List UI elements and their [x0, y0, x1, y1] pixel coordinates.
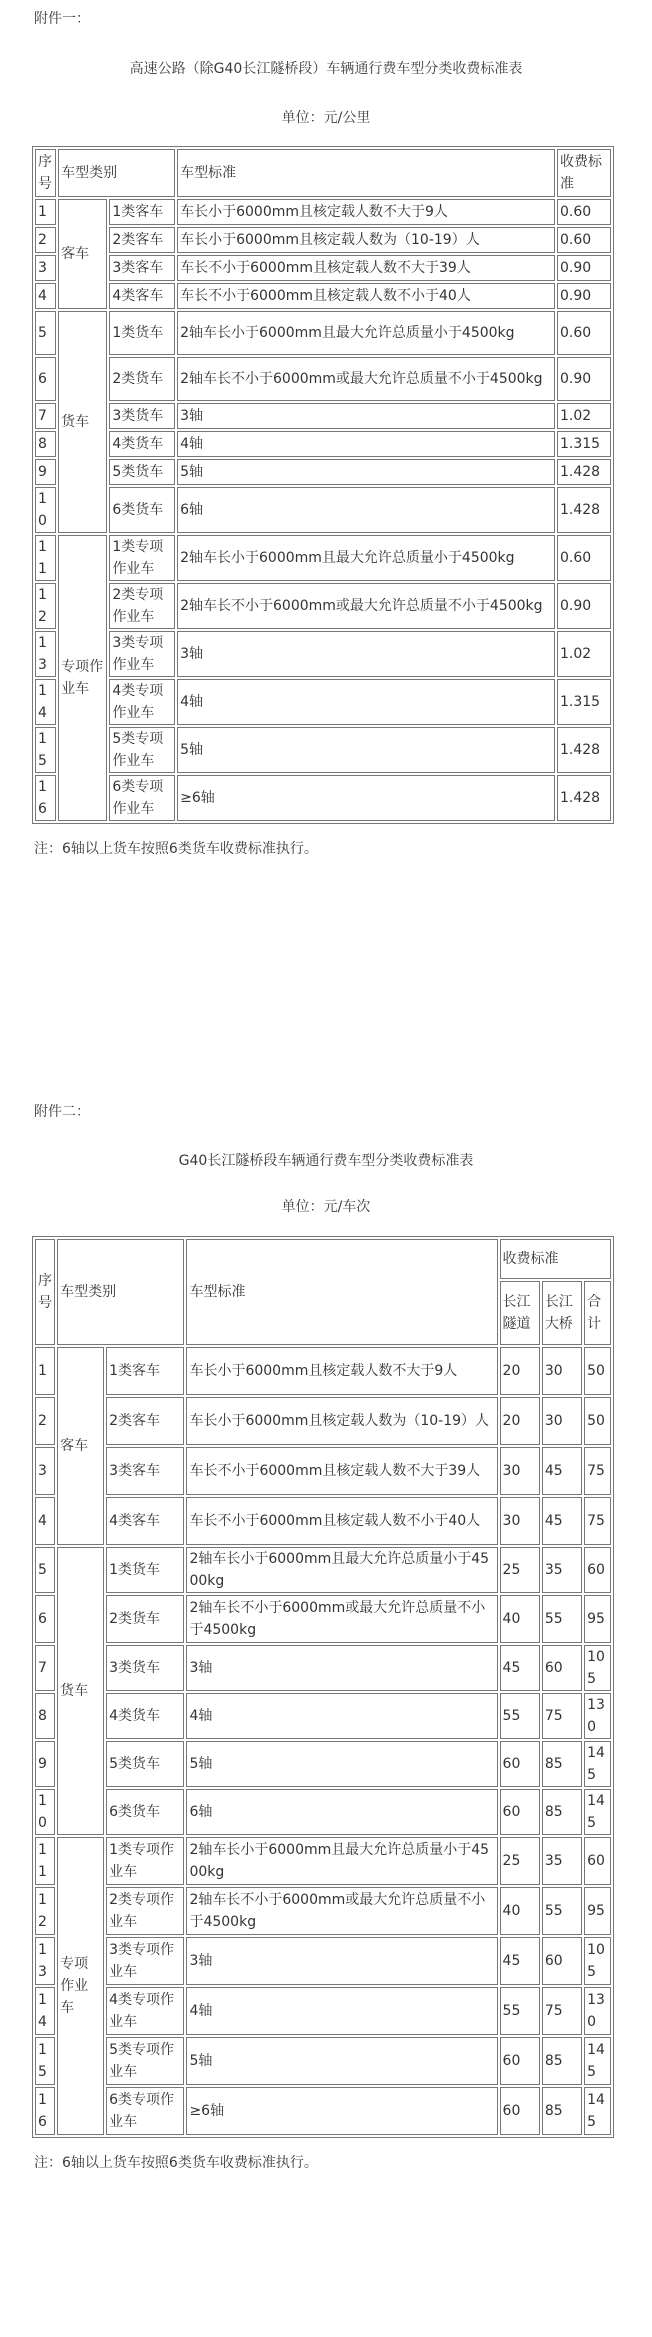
- row-tunnel: 60: [500, 2037, 540, 2085]
- row-fee: 1.315: [557, 679, 611, 725]
- row-standard: 5轴: [186, 2037, 497, 2085]
- group-special: 专项作业车: [57, 1837, 104, 2135]
- row-standard: 2轴车长小于6000mm且最大允许总质量小于4500kg: [177, 535, 555, 581]
- table-row: [35, 775, 611, 821]
- header-fee: 收费标准: [500, 1239, 611, 1279]
- row-type: 5类货车: [109, 459, 175, 485]
- row-standard: 6轴: [186, 1789, 497, 1835]
- row-total: 105: [584, 1645, 611, 1691]
- table-row: [35, 1937, 611, 1985]
- row-no: 5: [35, 1547, 55, 1593]
- table-row: [35, 2087, 611, 2135]
- header-standard: 车型标准: [177, 149, 555, 197]
- group-truck: 货车: [58, 311, 107, 533]
- row-tunnel: 40: [500, 1595, 540, 1643]
- row-total: 50: [584, 1347, 611, 1395]
- row-standard: 车长小于6000mm且核定载人数不大于9人: [186, 1347, 497, 1395]
- row-type: 4类客车: [106, 1497, 184, 1545]
- row-no: 14: [35, 679, 56, 725]
- row-standard: 车长不小于6000mm且核定载人数不小于40人: [177, 283, 555, 309]
- row-bridge: 55: [542, 1595, 582, 1643]
- row-fee: 1.315: [557, 431, 611, 457]
- row-total: 75: [584, 1497, 611, 1545]
- table-row: [35, 679, 611, 725]
- table-row: [35, 1595, 611, 1643]
- row-standard: 车长小于6000mm且核定载人数为（10-19）人: [177, 227, 555, 253]
- table-row: [35, 1741, 611, 1787]
- row-no: 15: [35, 727, 56, 773]
- row-fee: 0.90: [557, 255, 611, 281]
- row-bridge: 60: [542, 1937, 582, 1985]
- row-bridge: 30: [542, 1397, 582, 1445]
- row-no: 2: [35, 1397, 55, 1445]
- row-type: 4类客车: [109, 283, 175, 309]
- row-standard: 4轴: [186, 1693, 497, 1739]
- header-bridge: 长江大桥: [542, 1281, 582, 1345]
- row-type: 1类客车: [109, 199, 175, 225]
- group-passenger: 客车: [58, 199, 107, 309]
- row-standard: 2轴车长不小于6000mm或最大允许总质量不小于4500kg: [186, 1595, 497, 1643]
- row-no: 10: [35, 1789, 55, 1835]
- row-type: 6类货车: [109, 487, 175, 533]
- annex1-unit: 单位：元/公里: [281, 110, 371, 126]
- row-bridge: 85: [542, 1741, 582, 1787]
- row-no: 5: [35, 311, 56, 355]
- table-row: [35, 1789, 611, 1835]
- table-row: [35, 631, 611, 677]
- annex2-table: [32, 1236, 614, 2138]
- table-row: [35, 1693, 611, 1739]
- row-standard: 车长不小于6000mm且核定载人数不大于39人: [177, 255, 555, 281]
- annex2-table-body: [35, 1239, 611, 2135]
- row-standard: 5轴: [186, 1741, 497, 1787]
- row-bridge: 75: [542, 1693, 582, 1739]
- table-row: [35, 357, 611, 401]
- row-total: 60: [584, 1837, 611, 1885]
- annex2-label: 附件二：: [34, 1104, 90, 1120]
- row-standard: 6轴: [177, 487, 555, 533]
- table-row: [35, 403, 611, 429]
- row-type: 3类货车: [109, 403, 175, 429]
- row-tunnel: 30: [500, 1447, 540, 1495]
- row-type: 2类专项作业车: [109, 583, 175, 629]
- row-total: 95: [584, 1595, 611, 1643]
- header-tunnel: 长江隧道: [500, 1281, 540, 1345]
- annex1-note: 注：6轴以上货车按照6类货车收费标准执行。: [34, 841, 318, 857]
- row-no: 3: [35, 255, 56, 281]
- row-no: 11: [35, 535, 56, 581]
- header-fee: 收费标准: [557, 149, 611, 197]
- row-bridge: 35: [542, 1837, 582, 1885]
- table-row: [35, 583, 611, 629]
- annex1-table: [32, 146, 614, 824]
- table-row: [35, 727, 611, 773]
- row-no: 13: [35, 631, 56, 677]
- row-type: 1类货车: [106, 1547, 184, 1593]
- row-fee: 1.428: [557, 775, 611, 821]
- table-row: [35, 227, 611, 253]
- table-row: [35, 1547, 611, 1593]
- row-tunnel: 45: [500, 1937, 540, 1985]
- row-total: 60: [584, 1547, 611, 1593]
- table-row: [35, 1497, 611, 1545]
- row-standard: 4轴: [177, 679, 555, 725]
- row-standard: ≥6轴: [186, 2087, 497, 2135]
- row-bridge: 45: [542, 1497, 582, 1545]
- row-tunnel: 20: [500, 1397, 540, 1445]
- table-row: [35, 1987, 611, 2035]
- row-type: 4类专项作业车: [106, 1987, 184, 2035]
- row-tunnel: 55: [500, 1693, 540, 1739]
- row-standard: 3轴: [177, 631, 555, 677]
- row-no: 1: [35, 199, 56, 225]
- row-total: 95: [584, 1887, 611, 1935]
- row-bridge: 55: [542, 1887, 582, 1935]
- row-standard: 5轴: [177, 459, 555, 485]
- row-no: 12: [35, 583, 56, 629]
- row-type: 1类专项作业车: [109, 535, 175, 581]
- annex2-header-row-1: [35, 1239, 611, 1279]
- table-row: [35, 199, 611, 225]
- row-fee: 0.60: [557, 199, 611, 225]
- row-tunnel: 25: [500, 1837, 540, 1885]
- row-fee: 1.428: [557, 459, 611, 485]
- header-no: 序号: [35, 149, 56, 197]
- row-type: 3类专项作业车: [109, 631, 175, 677]
- row-tunnel: 45: [500, 1645, 540, 1691]
- row-standard: 2轴车长小于6000mm且最大允许总质量小于4500kg: [186, 1547, 497, 1593]
- row-total: 75: [584, 1447, 611, 1495]
- row-tunnel: 40: [500, 1887, 540, 1935]
- row-bridge: 85: [542, 2087, 582, 2135]
- group-special: 专项作业车: [58, 535, 107, 821]
- group-truck: 货车: [57, 1547, 104, 1835]
- table-row: [35, 1347, 611, 1395]
- table-row: [35, 459, 611, 485]
- row-no: 2: [35, 227, 56, 253]
- row-total: 130: [584, 1987, 611, 2035]
- row-fee: 0.90: [557, 583, 611, 629]
- table-row: [35, 1887, 611, 1935]
- row-standard: 车长不小于6000mm且核定载人数不大于39人: [186, 1447, 497, 1495]
- header-category: 车型类别: [58, 149, 175, 197]
- row-no: 4: [35, 1497, 55, 1545]
- annex1-title: 高速公路（除G40长江隧桥段）车辆通行费车型分类收费标准表: [129, 61, 523, 77]
- row-standard: 车长小于6000mm且核定载人数为（10-19）人: [186, 1397, 497, 1445]
- row-standard: 2轴车长不小于6000mm或最大允许总质量不小于4500kg: [177, 357, 555, 401]
- row-fee: 0.90: [557, 357, 611, 401]
- row-tunnel: 25: [500, 1547, 540, 1593]
- row-standard: 3轴: [186, 1937, 497, 1985]
- row-type: 2类客车: [106, 1397, 184, 1445]
- row-bridge: 60: [542, 1645, 582, 1691]
- row-tunnel: 60: [500, 2087, 540, 2135]
- row-no: 8: [35, 431, 56, 457]
- row-type: 3类客车: [106, 1447, 184, 1495]
- row-type: 2类专项作业车: [106, 1887, 184, 1935]
- row-fee: 1.02: [557, 403, 611, 429]
- header-category: 车型类别: [57, 1239, 184, 1345]
- row-bridge: 30: [542, 1347, 582, 1395]
- annex2-note: 注：6轴以上货车按照6类货车收费标准执行。: [34, 2155, 318, 2171]
- header-total: 合计: [584, 1281, 611, 1345]
- row-no: 15: [35, 2037, 55, 2085]
- row-tunnel: 55: [500, 1987, 540, 2035]
- annex1-table-body: [35, 149, 611, 821]
- row-no: 7: [35, 1645, 55, 1691]
- row-no: 3: [35, 1447, 55, 1495]
- row-type: 4类货车: [109, 431, 175, 457]
- row-no: 6: [35, 357, 56, 401]
- row-type: 5类专项作业车: [106, 2037, 184, 2085]
- row-no: 16: [35, 775, 56, 821]
- row-total: 130: [584, 1693, 611, 1739]
- row-type: 6类专项作业车: [109, 775, 175, 821]
- row-standard: 2轴车长不小于6000mm或最大允许总质量不小于4500kg: [186, 1887, 497, 1935]
- row-fee: 1.428: [557, 487, 611, 533]
- annex1-label: 附件一：: [34, 11, 90, 27]
- group-passenger: 客车: [57, 1347, 104, 1545]
- row-total: 105: [584, 1937, 611, 1985]
- row-type: 6类货车: [106, 1789, 184, 1835]
- table-row: [35, 1447, 611, 1495]
- row-fee: 1.02: [557, 631, 611, 677]
- row-type: 3类专项作业车: [106, 1937, 184, 1985]
- row-total: 145: [584, 2087, 611, 2135]
- header-standard: 车型标准: [186, 1239, 497, 1345]
- row-type: 5类专项作业车: [109, 727, 175, 773]
- row-no: 16: [35, 2087, 55, 2135]
- row-total: 50: [584, 1397, 611, 1445]
- row-no: 6: [35, 1595, 55, 1643]
- table-row: [35, 311, 611, 355]
- row-type: 1类专项作业车: [106, 1837, 184, 1885]
- row-standard: 车长小于6000mm且核定载人数不大于9人: [177, 199, 555, 225]
- table-row: [35, 1837, 611, 1885]
- table-row: [35, 1645, 611, 1691]
- row-no: 13: [35, 1937, 55, 1985]
- table-row: [35, 431, 611, 457]
- row-no: 4: [35, 283, 56, 309]
- row-type: 3类客车: [109, 255, 175, 281]
- row-type: 2类客车: [109, 227, 175, 253]
- row-no: 8: [35, 1693, 55, 1739]
- row-no: 1: [35, 1347, 55, 1395]
- annex1-header-row: [35, 149, 611, 197]
- row-no: 10: [35, 487, 56, 533]
- table-row: [35, 2037, 611, 2085]
- table-row: [35, 1397, 611, 1445]
- row-standard: 3轴: [177, 403, 555, 429]
- table-row: [35, 487, 611, 533]
- annex2-title: G40长江隧桥段车辆通行费车型分类收费标准表: [178, 1153, 474, 1169]
- row-type: 6类专项作业车: [106, 2087, 184, 2135]
- row-standard: 2轴车长小于6000mm且最大允许总质量小于4500kg: [186, 1837, 497, 1885]
- table-row: [35, 283, 611, 309]
- row-no: 9: [35, 1741, 55, 1787]
- row-no: 11: [35, 1837, 55, 1885]
- row-fee: 0.60: [557, 311, 611, 355]
- row-fee: 0.90: [557, 283, 611, 309]
- row-fee: 1.428: [557, 727, 611, 773]
- row-type: 1类货车: [109, 311, 175, 355]
- row-fee: 0.60: [557, 535, 611, 581]
- row-total: 145: [584, 1741, 611, 1787]
- row-no: 7: [35, 403, 56, 429]
- row-bridge: 85: [542, 2037, 582, 2085]
- row-total: 145: [584, 2037, 611, 2085]
- row-standard: 2轴车长小于6000mm且最大允许总质量小于4500kg: [177, 311, 555, 355]
- row-type: 3类货车: [106, 1645, 184, 1691]
- row-type: 4类货车: [106, 1693, 184, 1739]
- row-standard: 车长不小于6000mm且核定载人数不小于40人: [186, 1497, 497, 1545]
- row-standard: ≥6轴: [177, 775, 555, 821]
- row-tunnel: 20: [500, 1347, 540, 1395]
- header-no: 序号: [35, 1239, 55, 1345]
- row-bridge: 45: [542, 1447, 582, 1495]
- row-tunnel: 30: [500, 1497, 540, 1545]
- row-standard: 2轴车长不小于6000mm或最大允许总质量不小于4500kg: [177, 583, 555, 629]
- row-fee: 0.60: [557, 227, 611, 253]
- row-tunnel: 60: [500, 1789, 540, 1835]
- row-type: 2类货车: [109, 357, 175, 401]
- row-no: 14: [35, 1987, 55, 2035]
- row-standard: 3轴: [186, 1645, 497, 1691]
- row-bridge: 35: [542, 1547, 582, 1593]
- row-type: 2类货车: [106, 1595, 184, 1643]
- table-row: [35, 535, 611, 581]
- row-type: 5类货车: [106, 1741, 184, 1787]
- row-type: 1类客车: [106, 1347, 184, 1395]
- annex2-unit: 单位：元/车次: [281, 1199, 371, 1215]
- row-standard: 4轴: [177, 431, 555, 457]
- row-no: 9: [35, 459, 56, 485]
- row-total: 145: [584, 1789, 611, 1835]
- row-bridge: 75: [542, 1987, 582, 2035]
- table-row: [35, 255, 611, 281]
- row-standard: 4轴: [186, 1987, 497, 2035]
- row-standard: 5轴: [177, 727, 555, 773]
- row-type: 4类专项作业车: [109, 679, 175, 725]
- row-tunnel: 60: [500, 1741, 540, 1787]
- row-no: 12: [35, 1887, 55, 1935]
- row-bridge: 85: [542, 1789, 582, 1835]
